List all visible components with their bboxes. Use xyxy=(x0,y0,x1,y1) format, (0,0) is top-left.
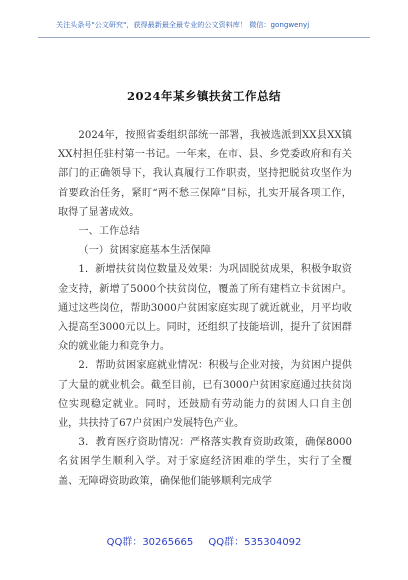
header-banner: 关注头条号"公文研究"，获得最新最全最专业的公文资料库！ 微信：gongwenyj xyxy=(56,20,310,29)
qq-group-2: QQ群：535304092 xyxy=(208,537,302,548)
item-paragraph-3: 3．教育医疗资助情况：严格落实教育资助政策，确保8000名贫困学生顺利入学。对于家庭经济困难的学生，实行了全覆盖、无障碍资助政策，确保他们能够顺利完成学 xyxy=(58,437,352,487)
item-paragraph-1: 1．新增扶贫岗位数量及效果：为巩固脱贫成果，积极争取资金支持，新增了5000个扶贫岗位，覆盖了所有建档立卡贫困户。通过这些岗位，帮助3000户贫困家庭实现了就近就业，月平均收入提高至3000元以上。同时，还组织了技能培训，提升了贫困群众的就业能力和竞争力。 xyxy=(58,264,352,353)
document-body xyxy=(58,126,352,491)
item-paragraph-2: 2．帮助贫困家庭就业情况：积极与企业对接，为贫困户提供了大量的就业机会。截至目前，已有3000户贫困家庭通过扶贫岗位实现稳定就业。同时，还鼓励有劳动能力的贫困人口自主创业，共扶持了67户贫困户发展特色产业。 xyxy=(58,360,352,430)
section-heading: 一、工作总结 xyxy=(78,226,140,238)
subsection-heading: （一）贫困家庭基本生活保障 xyxy=(78,245,211,257)
document-title: 2024年某乡镇扶贫工作总结 xyxy=(126,89,281,103)
page-footer xyxy=(0,533,408,548)
page-header xyxy=(0,0,408,38)
qq-group-1: QQ群：30265665 xyxy=(106,537,194,548)
header-divider xyxy=(38,37,370,38)
intro-paragraph: 2024年，按照省委组织部统一部署，我被选派到XX县XX镇XX村担任驻村第一书记。一年来，在市、县、乡党委政府和有关部门的正确领导下，我认真履行工作职责，坚持把脱贫攻坚作为首要政治任务，紧盯“两不愁三保障”目标，扎实开展各项工作，取得了显著成效。 xyxy=(58,130,352,218)
